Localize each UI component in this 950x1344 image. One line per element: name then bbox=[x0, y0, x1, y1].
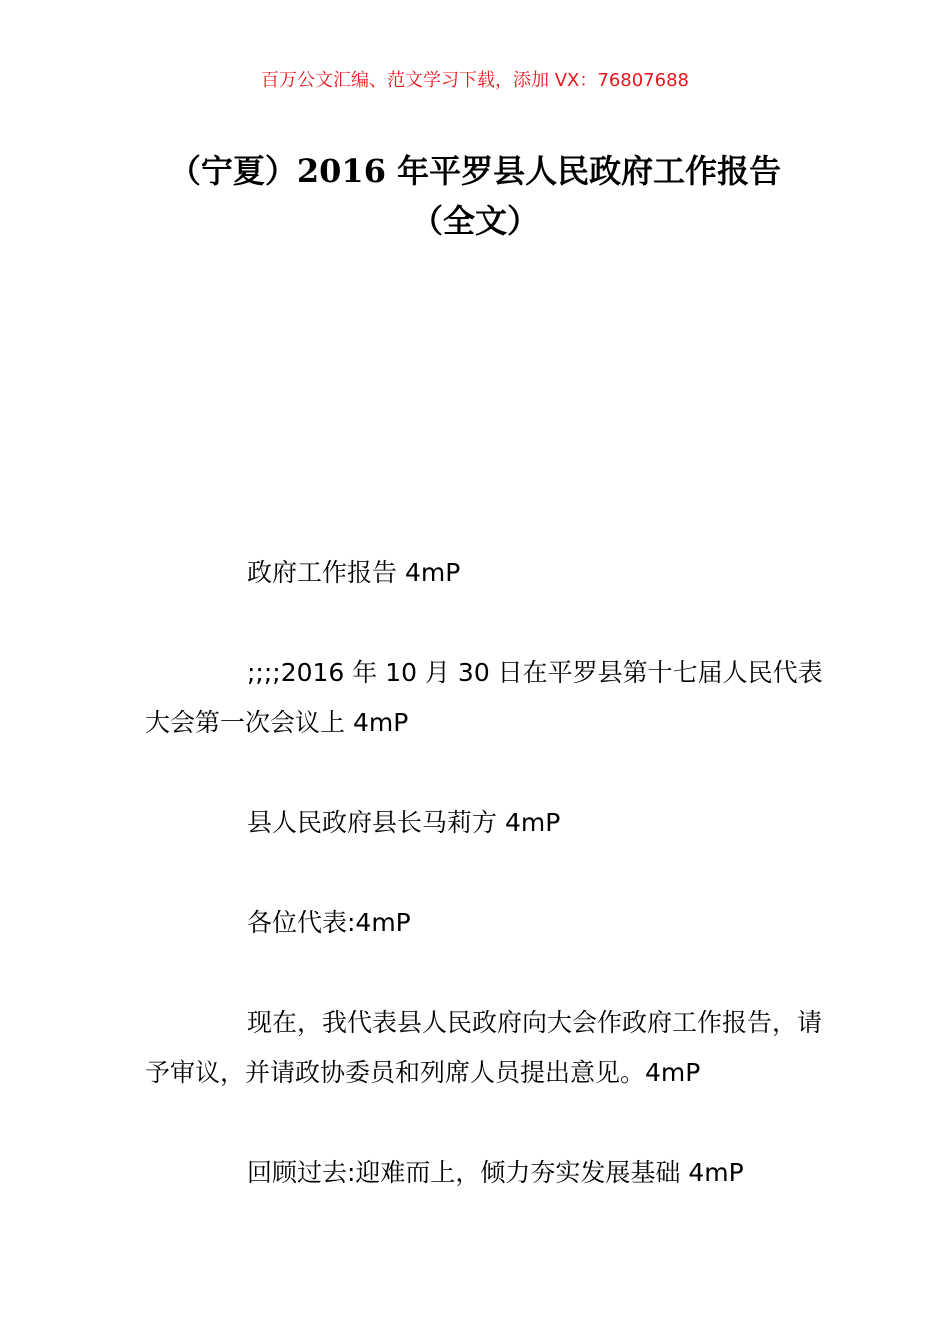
paragraph-section-heading: 回顾过去:迎难而上，倾力夯实发展基础 4mP bbox=[247, 1158, 744, 1187]
document-body bbox=[145, 548, 835, 1248]
paragraph-report-heading: 政府工作报告 4mP bbox=[247, 558, 461, 587]
paragraph-meeting-date: ;;;;2016 年 10 月 30 日在平罗县第十七届人民代表大会第一次会议上 4mP bbox=[145, 658, 823, 737]
paragraph-salutation: 各位代表:4mP bbox=[247, 908, 411, 937]
paragraph-introduction: 现在，我代表县人民政府向大会作政府工作报告，请予审议，并请政协委员和列席人员提出意见。4mP bbox=[145, 1008, 823, 1087]
header-promo-note: 百万公文汇编、范文学习下载，添加 VX：76807688 bbox=[261, 70, 689, 91]
document-title bbox=[140, 146, 810, 246]
title-line-1: （宁夏）2016 年平罗县人民政府工作报告 bbox=[168, 152, 782, 190]
title-line-2: （全文） bbox=[410, 202, 539, 240]
paragraph-speaker: 县人民政府县长马莉方 4mP bbox=[247, 808, 561, 837]
